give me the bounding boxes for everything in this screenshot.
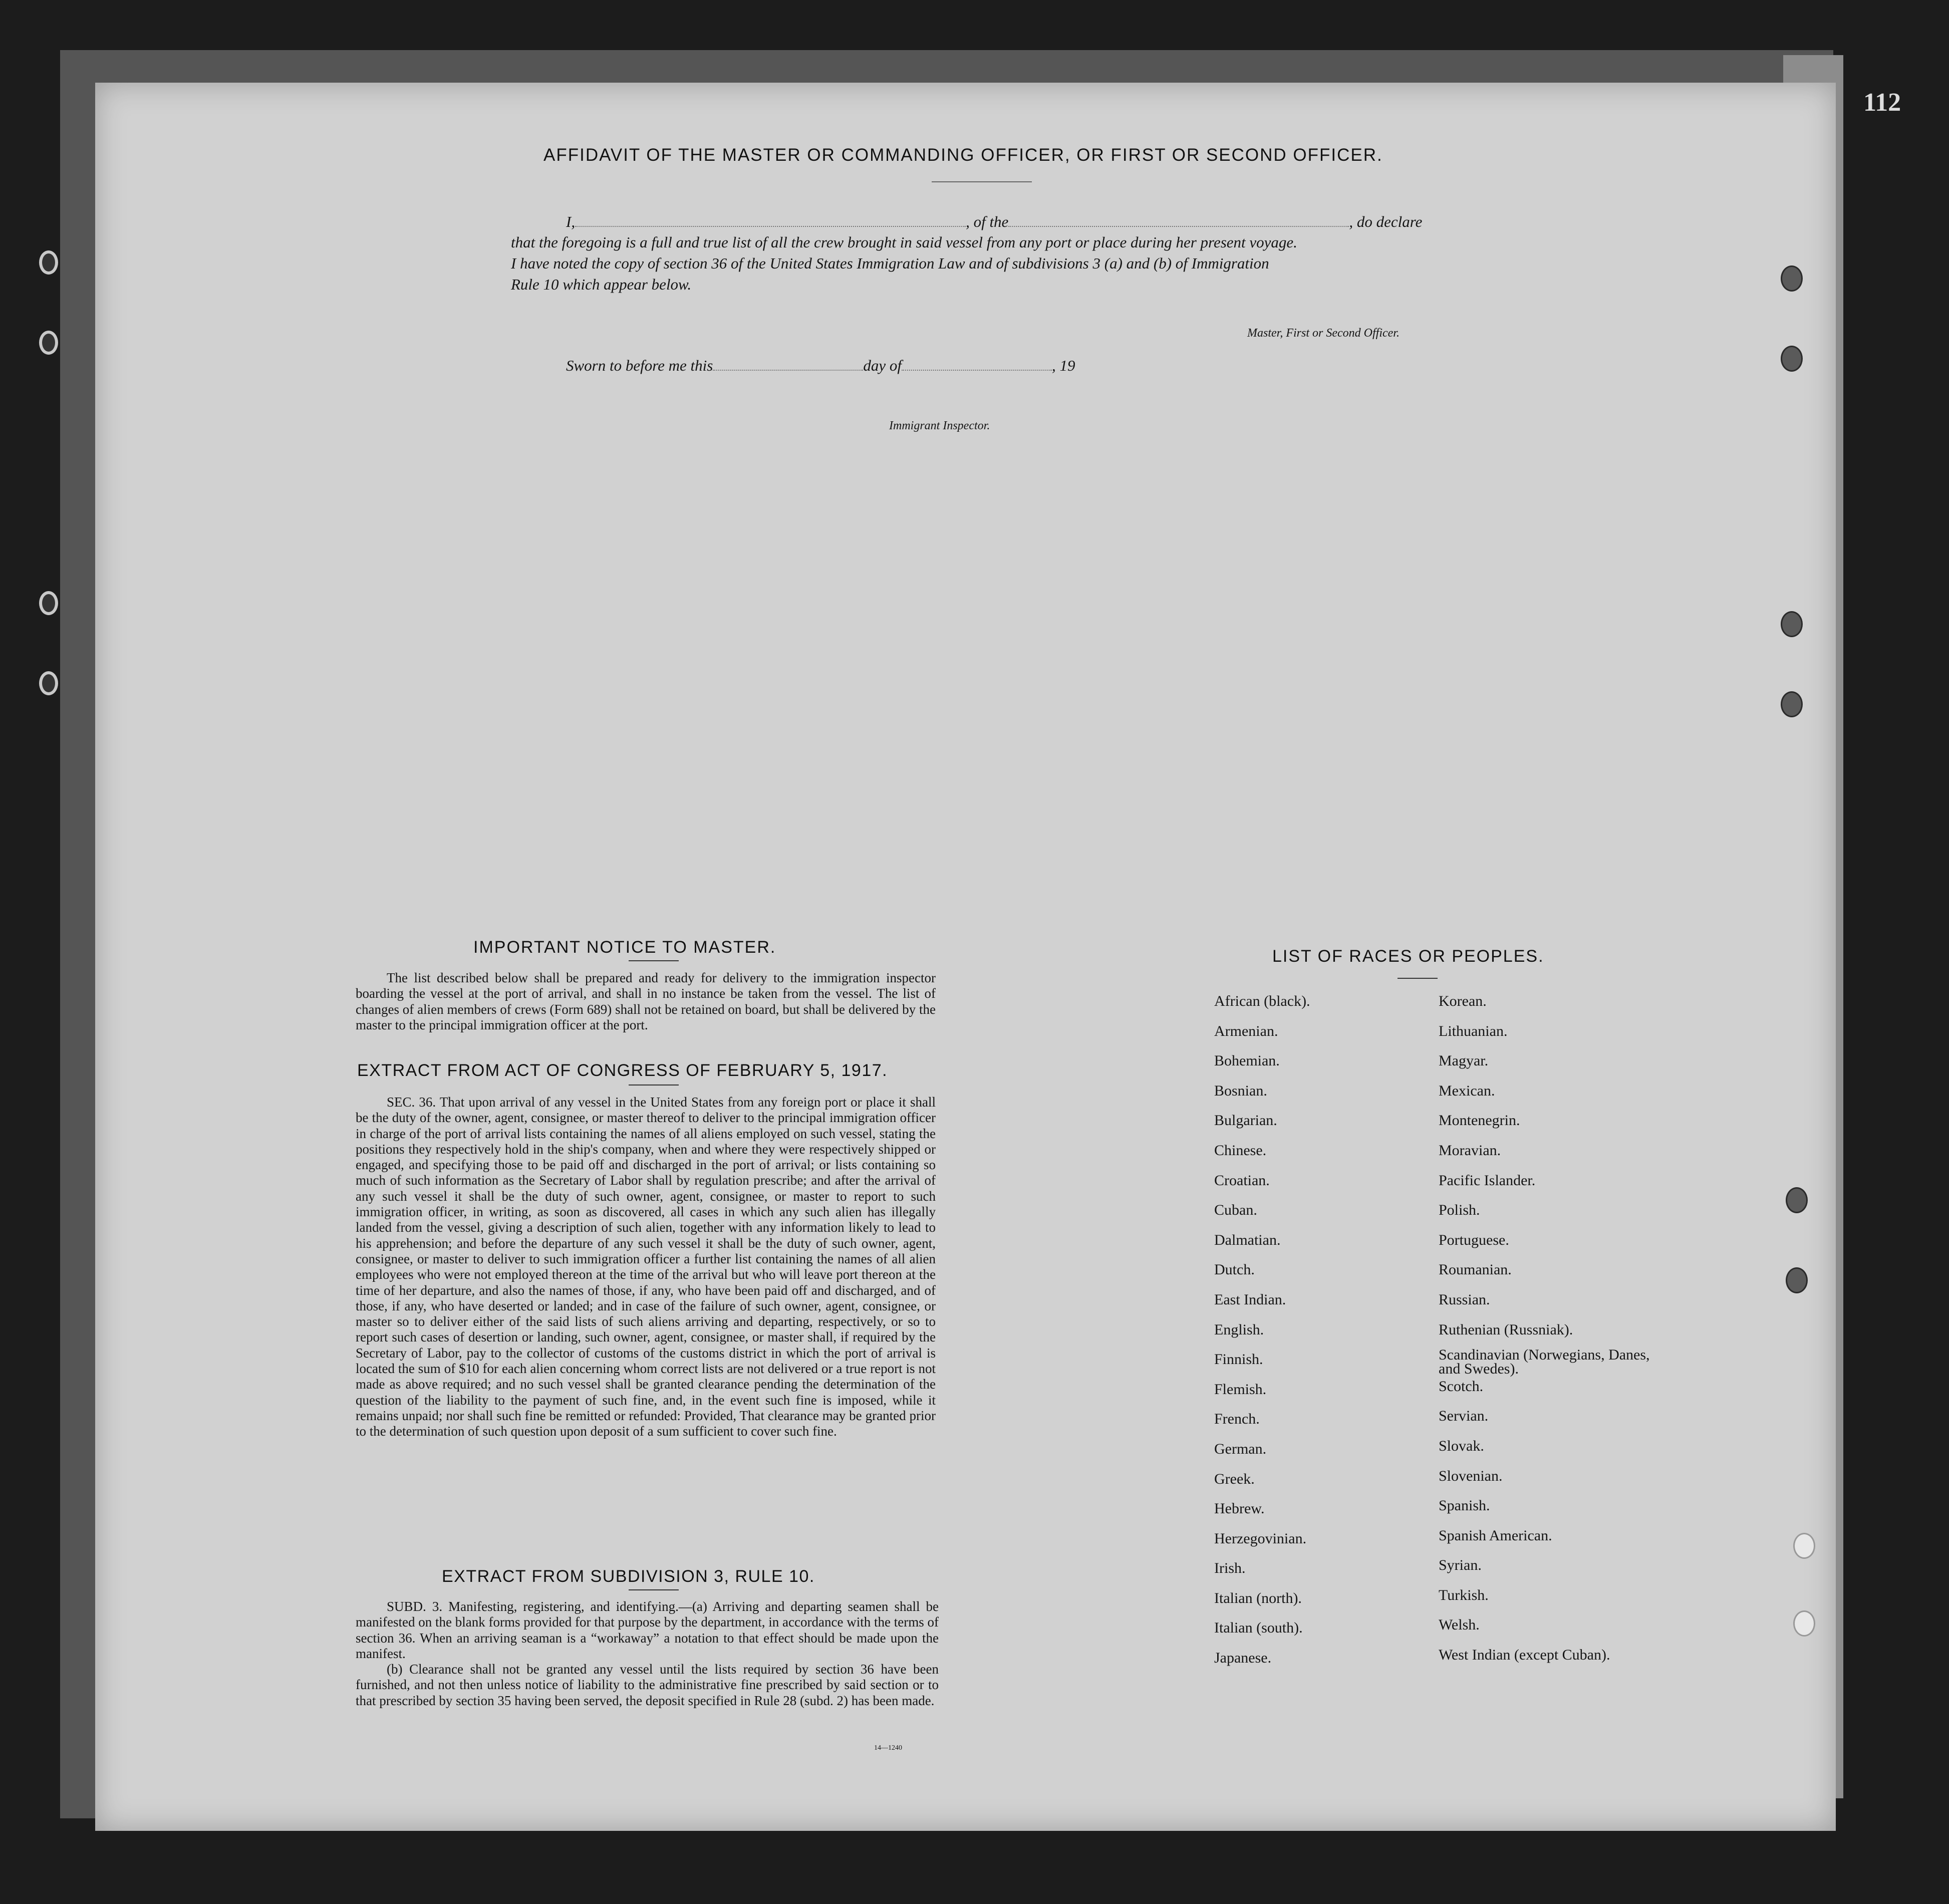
race-item: Finnish. — [1214, 1351, 1263, 1368]
day-of-label: day of — [863, 357, 902, 374]
race-item: Turkish. — [1439, 1586, 1489, 1603]
race-item: French. — [1214, 1411, 1260, 1428]
race-item: Herzegovinian. — [1214, 1530, 1307, 1547]
rule-10-text — [356, 1599, 939, 1709]
race-item: Bohemian. — [1214, 1052, 1280, 1069]
race-item: Ruthenian (Russniak). — [1439, 1321, 1573, 1338]
declarant-label: I, — [566, 213, 576, 230]
race-item: Montenegrin. — [1439, 1112, 1520, 1129]
vessel-label: , of the — [966, 213, 1009, 230]
race-item: Italian (south). — [1214, 1619, 1303, 1637]
punch-hole-icon — [1781, 691, 1803, 717]
race-item: Scandinavian (Norwegians, Danes, and Swedes). — [1439, 1346, 1650, 1378]
affidavit-line-1 — [566, 213, 1422, 231]
race-item: Armenian. — [1214, 1022, 1278, 1039]
race-item: West Indian (except Cuban). — [1439, 1647, 1610, 1664]
declare-label: , do declare — [1349, 213, 1423, 230]
race-item: Scotch. — [1439, 1378, 1484, 1395]
sworn-month-field[interactable] — [902, 370, 1052, 371]
race-item: Japanese. — [1214, 1650, 1272, 1667]
form-number: 14—1240 — [874, 1744, 902, 1752]
race-item: Slovenian. — [1439, 1467, 1503, 1484]
race-item: German. — [1214, 1440, 1267, 1457]
race-item: Slovak. — [1439, 1437, 1484, 1454]
punch-hole-icon — [1786, 1267, 1808, 1293]
race-item: Italian (north). — [1214, 1589, 1302, 1606]
name-field[interactable] — [575, 226, 966, 227]
race-item: Irish. — [1214, 1560, 1246, 1577]
sworn-line — [566, 357, 1075, 375]
race-item: English. — [1214, 1321, 1264, 1338]
race-item: East Indian. — [1214, 1291, 1286, 1308]
notice-text — [356, 970, 936, 1033]
race-item: Croatian. — [1214, 1172, 1270, 1189]
race-item: Bosnian. — [1214, 1082, 1267, 1099]
race-item: Dutch. — [1214, 1261, 1255, 1278]
sworn-label: Sworn to before me this — [566, 357, 713, 374]
race-item: Hebrew. — [1214, 1500, 1265, 1517]
binder-hole-icon — [39, 671, 58, 695]
extract-rule-title: EXTRACT FROM SUBDIVISION 3, RULE 10. — [442, 1567, 815, 1586]
punch-hole-icon — [1793, 1533, 1815, 1559]
race-item: Magyar. — [1439, 1052, 1489, 1069]
race-item: Roumanian. — [1439, 1261, 1512, 1278]
inspector-label: Immigrant Inspector. — [889, 419, 990, 432]
signature-label: Master, First or Second Officer. — [1247, 327, 1400, 340]
punch-hole-icon — [1781, 611, 1803, 637]
race-item: Lithuanian. — [1439, 1022, 1508, 1039]
race-item: Greek. — [1214, 1470, 1255, 1487]
affidavit-line-2: that the foregoing is a full and true list of all the crew brought in said vessel from any port or place during her present voyage. — [511, 233, 1297, 251]
extract-act-title: EXTRACT FROM ACT OF CONGRESS OF FEBRUARY 5, 1917. — [357, 1061, 888, 1080]
race-item: Moravian. — [1439, 1142, 1501, 1159]
race-item: Korean. — [1439, 993, 1487, 1009]
race-item: Syrian. — [1439, 1557, 1482, 1574]
affidavit-line-4: Rule 10 which appear below. — [511, 276, 692, 293]
race-item: Pacific Islander. — [1439, 1172, 1536, 1189]
rule-10-paragraph-b: (b) Clearance shall not be granted any vessel until the lists required by section 36 have been furnished, and not then unless notice of liability to the administrative fine prescribed by said section or to that prescribed by section 35 having been served, the deposit specified in Rule 28 (subd. 2) has been made. — [356, 1662, 939, 1708]
races-column-1 — [1214, 993, 1310, 1680]
race-item: Bulgarian. — [1214, 1112, 1277, 1129]
races-rule — [1398, 978, 1438, 979]
notice-paragraph: The list described below shall be prepared and ready for delivery to the immigration inspector boarding the vessel at the port of arrival, and shall in no instance be taken from the vessel. The list of changes of alien members of crews (Form 689) shall not be retained on board, but shall be delivered by the master to the principal immigration officer at the port. — [356, 970, 936, 1032]
sworn-day-field[interactable] — [713, 370, 863, 371]
punch-hole-icon — [1786, 1187, 1808, 1213]
punch-hole-icon — [1781, 346, 1803, 372]
affidavit-line-3: I have noted the copy of section 36 of the United States Immigration Law and of subdivisions 3 (a) and (b) of Immigration — [511, 254, 1269, 272]
race-item: Cuban. — [1214, 1202, 1257, 1219]
race-item: Flemish. — [1214, 1381, 1267, 1398]
race-item: Polish. — [1439, 1202, 1480, 1219]
title-rule — [932, 181, 1032, 182]
race-item: Servian. — [1439, 1408, 1489, 1425]
notice-title: IMPORTANT NOTICE TO MASTER. — [473, 938, 776, 957]
extract-act-rule — [629, 1084, 679, 1085]
races-title: LIST OF RACES OR PEOPLES. — [1272, 947, 1544, 966]
punch-hole-icon — [1793, 1610, 1815, 1637]
race-item: Spanish American. — [1439, 1527, 1552, 1544]
race-item: Dalmatian. — [1214, 1231, 1281, 1248]
page-number: 112 — [1863, 88, 1901, 117]
race-item: Welsh. — [1439, 1616, 1480, 1634]
race-item: Mexican. — [1439, 1082, 1495, 1099]
race-item: African (black). — [1214, 993, 1310, 1009]
race-item: Spanish. — [1439, 1497, 1490, 1514]
vessel-field[interactable] — [1008, 226, 1349, 227]
binder-hole-icon — [39, 591, 58, 615]
punch-hole-icon — [1781, 265, 1803, 292]
binder-hole-icon — [39, 331, 58, 355]
section-36-text — [356, 1095, 936, 1440]
notice-rule — [629, 960, 679, 961]
extract-rule-rule — [629, 1589, 679, 1590]
year-label: , 19 — [1051, 357, 1075, 374]
binder-hole-icon — [39, 250, 58, 275]
races-column-2 — [1439, 993, 1659, 1677]
rule-10-paragraph-a: SUBD. 3. Manifesting, registering, and identifying.—(a) Arriving and departing seamen shall be manifested on the blank forms provided for that purpose by the department, in accordance with the terms of section 36. When an arriving seaman is a “workaway” a notation to that effect should be made upon the manifest. — [356, 1599, 939, 1661]
race-item: Chinese. — [1214, 1142, 1267, 1159]
section-36-paragraph: SEC. 36. That upon arrival of any vessel in the United States from any foreign port or place it shall be the duty of the owner, agent, consignee, or master thereof to deliver to the principal immigration officer in charge of the port of arrival lists containing the names of all aliens employed on such vessel, stating the positions they respectively hold in the ship's company, when and where they were respectively shipped or engaged, and specifying those to be paid off and discharged in the port of arrival; or lists containing so much of such information as the Secretary of Labor shall by regulation prescribe; and after the arrival of any such vessel it shall be the duty of such owner, agent, consignee, or master to report to such immigration officer, in writing, as soon as discovered, all cases in which any such alien has illegally landed from the vessel, giving a description of such alien, together with any information likely to lead to his apprehension; and before the departure of any such vessel it shall be the duty of such owner, agent, consignee, or master to deliver to such immigration officer a further list containing the names of all alien employees who were not employed thereon at the time of the arrival but who will leave port thereon at the time of her departure, and also the names of those, if any, who have been paid off and discharged, and of those, if any, who have deserted or landed; and in case of the failure of such owner, agent, consignee, or master so to deliver either of the said lists of such aliens arriving and departing, respectively, or so to report such cases of desertion or landing, such owner, agent, consignee, or master shall, if required by the Secretary of Labor, pay to the collector of customs of the customs district in which the port of arrival is located the sum of $10 for each alien concerning whom correct lists are not delivered or a true report is not made as above required; and no such vessel shall be granted clearance pending the determination of the question of the liability to the payment of such fine, and, in the event such fine is imposed, while it remains unpaid; nor shall such fine be remitted or refunded: Provided, That clearance may be granted prior to the determination of such question upon deposit of a sum sufficient to cover such fine. — [356, 1095, 936, 1439]
race-item: Russian. — [1439, 1291, 1490, 1308]
affidavit-title: AFFIDAVIT OF THE MASTER OR COMMANDING OFFICER, OR FIRST OR SECOND OFFICER. — [543, 145, 1383, 165]
race-item: Portuguese. — [1439, 1231, 1509, 1248]
